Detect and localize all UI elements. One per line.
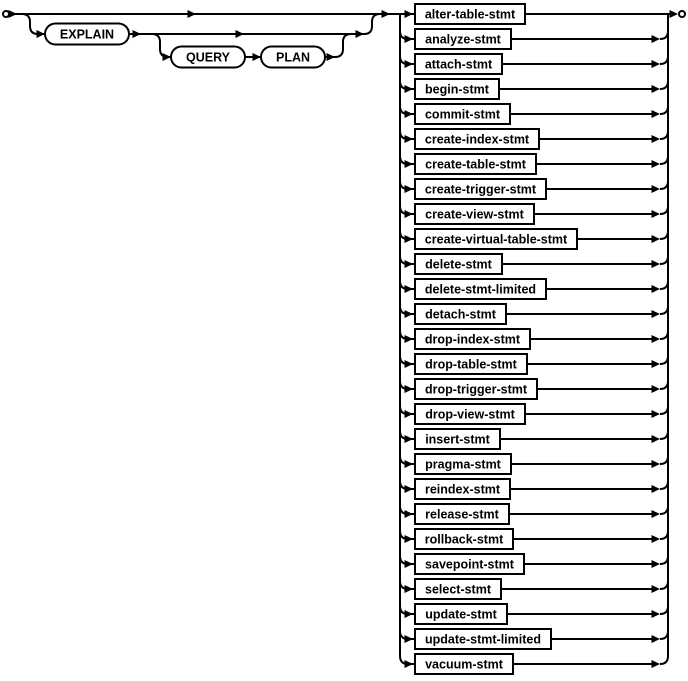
nonterminal-create-view-stmt-label: create-view-stmt xyxy=(425,207,524,222)
arrowhead-icon xyxy=(405,60,414,68)
start-terminal-icon xyxy=(3,11,9,17)
arrowhead-icon xyxy=(405,135,414,143)
arrowhead-icon xyxy=(405,285,414,293)
arrowhead-icon xyxy=(405,335,414,343)
arrowhead-icon xyxy=(652,535,661,543)
nonterminal-alter-table-stmt-label: alter-table-stmt xyxy=(424,7,516,22)
arrowhead-icon xyxy=(163,53,172,61)
nonterminal-vacuum-stmt-label: vacuum-stmt xyxy=(425,657,503,672)
nonterminal-drop-index-stmt-label: drop-index-stmt xyxy=(424,332,521,347)
arrowhead-icon xyxy=(652,235,661,243)
arrowhead-icon xyxy=(405,610,414,618)
terminal-plan-label: PLAN xyxy=(275,50,311,65)
arrowhead-icon xyxy=(405,460,414,468)
arrowhead-icon xyxy=(405,185,414,193)
nonterminal-select-stmt-label: select-stmt xyxy=(425,582,491,597)
arrowhead-icon xyxy=(652,635,661,643)
arrowhead-icon xyxy=(405,635,414,643)
nonterminal-pragma-stmt-label: pragma-stmt xyxy=(425,457,501,472)
arrowhead-icon xyxy=(652,460,661,468)
arrowhead-icon xyxy=(405,660,414,668)
arrowhead-icon xyxy=(356,30,365,38)
arrowhead-icon xyxy=(405,435,414,443)
arrowhead-icon xyxy=(652,585,661,593)
nonterminal-commit-stmt-label: commit-stmt xyxy=(424,107,501,122)
arrowhead-icon xyxy=(405,210,414,218)
nonterminal-attach-stmt-label: attach-stmt xyxy=(424,57,493,72)
nonterminal-delete-stmt-limited-label: delete-stmt-limited xyxy=(424,282,537,297)
nonterminal-analyze-stmt-label: analyze-stmt xyxy=(425,32,501,47)
arrowhead-icon xyxy=(405,510,414,518)
nonterminal-drop-trigger-stmt-label: drop-trigger-stmt xyxy=(424,382,528,397)
arrowhead-icon xyxy=(405,535,414,543)
arrowhead-icon xyxy=(652,135,661,143)
arrowhead-icon xyxy=(652,285,661,293)
arrowhead-icon xyxy=(652,435,661,443)
arrowhead-icon xyxy=(405,560,414,568)
nonterminal-create-index-stmt-label: create-index-stmt xyxy=(424,132,530,147)
arrowhead-icon xyxy=(405,385,414,393)
arrowhead-icon xyxy=(652,60,661,68)
nonterminal-rollback-stmt-label: rollback-stmt xyxy=(424,532,504,547)
end-terminal-icon xyxy=(679,11,685,17)
arrowhead-icon xyxy=(652,610,661,618)
arrowhead-icon xyxy=(382,10,391,18)
nonterminal-reindex-stmt-label: reindex-stmt xyxy=(424,482,501,497)
arrowhead-icon xyxy=(405,35,414,43)
arrowhead-icon xyxy=(652,560,661,568)
arrowhead-icon xyxy=(652,260,661,268)
nonterminal-detach-stmt-label: detach-stmt xyxy=(425,307,496,322)
arrowhead-icon xyxy=(188,10,197,18)
arrowhead-icon xyxy=(405,10,414,18)
nonterminal-begin-stmt-label: begin-stmt xyxy=(425,82,489,97)
nonterminal-create-virtual-table-stmt-label: create-virtual-table-stmt xyxy=(424,232,568,247)
terminal-query-label: QUERY xyxy=(186,50,230,65)
arrowhead-icon xyxy=(652,660,661,668)
arrowhead-icon xyxy=(327,53,336,61)
arrowhead-icon xyxy=(405,85,414,93)
arrowhead-icon xyxy=(652,35,661,43)
arrowhead-icon xyxy=(405,310,414,318)
arrowhead-icon xyxy=(405,235,414,243)
nonterminal-create-trigger-stmt-label: create-trigger-stmt xyxy=(424,182,537,197)
nonterminal-drop-view-stmt-label: drop-view-stmt xyxy=(425,407,515,422)
nonterminal-insert-stmt-label: insert-stmt xyxy=(425,432,490,447)
arrowhead-icon xyxy=(652,410,661,418)
nonterminal-drop-table-stmt-label: drop-table-stmt xyxy=(425,357,517,372)
arrowhead-icon xyxy=(652,360,661,368)
arrowhead-icon xyxy=(652,210,661,218)
nonterminal-savepoint-stmt-label: savepoint-stmt xyxy=(425,557,514,572)
arrowhead-icon xyxy=(652,160,661,168)
arrowhead-icon xyxy=(253,53,262,61)
arrowhead-icon xyxy=(405,360,414,368)
arrowhead-icon xyxy=(670,10,679,18)
arrowhead-icon xyxy=(652,510,661,518)
nonterminal-create-table-stmt-label: create-table-stmt xyxy=(425,157,526,172)
terminal-explain-label: EXPLAIN xyxy=(59,27,115,42)
arrowhead-icon xyxy=(405,410,414,418)
arrowhead-icon xyxy=(652,485,661,493)
nonterminal-update-stmt-label: update-stmt xyxy=(425,607,497,622)
nonterminal-update-stmt-limited-label: update-stmt-limited xyxy=(425,632,541,647)
arrowhead-icon xyxy=(405,160,414,168)
arrowhead-icon xyxy=(652,310,661,318)
arrowhead-icon xyxy=(652,85,661,93)
arrowhead-icon xyxy=(652,185,661,193)
arrowhead-icon xyxy=(405,585,414,593)
arrowhead-icon xyxy=(652,110,661,118)
nonterminal-release-stmt-label: release-stmt xyxy=(425,507,499,522)
arrowhead-icon xyxy=(405,485,414,493)
arrowhead-icon xyxy=(133,30,142,38)
nonterminal-delete-stmt-label: delete-stmt xyxy=(425,257,492,272)
arrowhead-icon xyxy=(652,385,661,393)
arrowhead-icon xyxy=(405,260,414,268)
arrowhead-icon xyxy=(37,30,46,38)
arrowhead-icon xyxy=(236,30,245,38)
arrowhead-icon xyxy=(652,335,661,343)
arrowhead-icon xyxy=(405,110,414,118)
